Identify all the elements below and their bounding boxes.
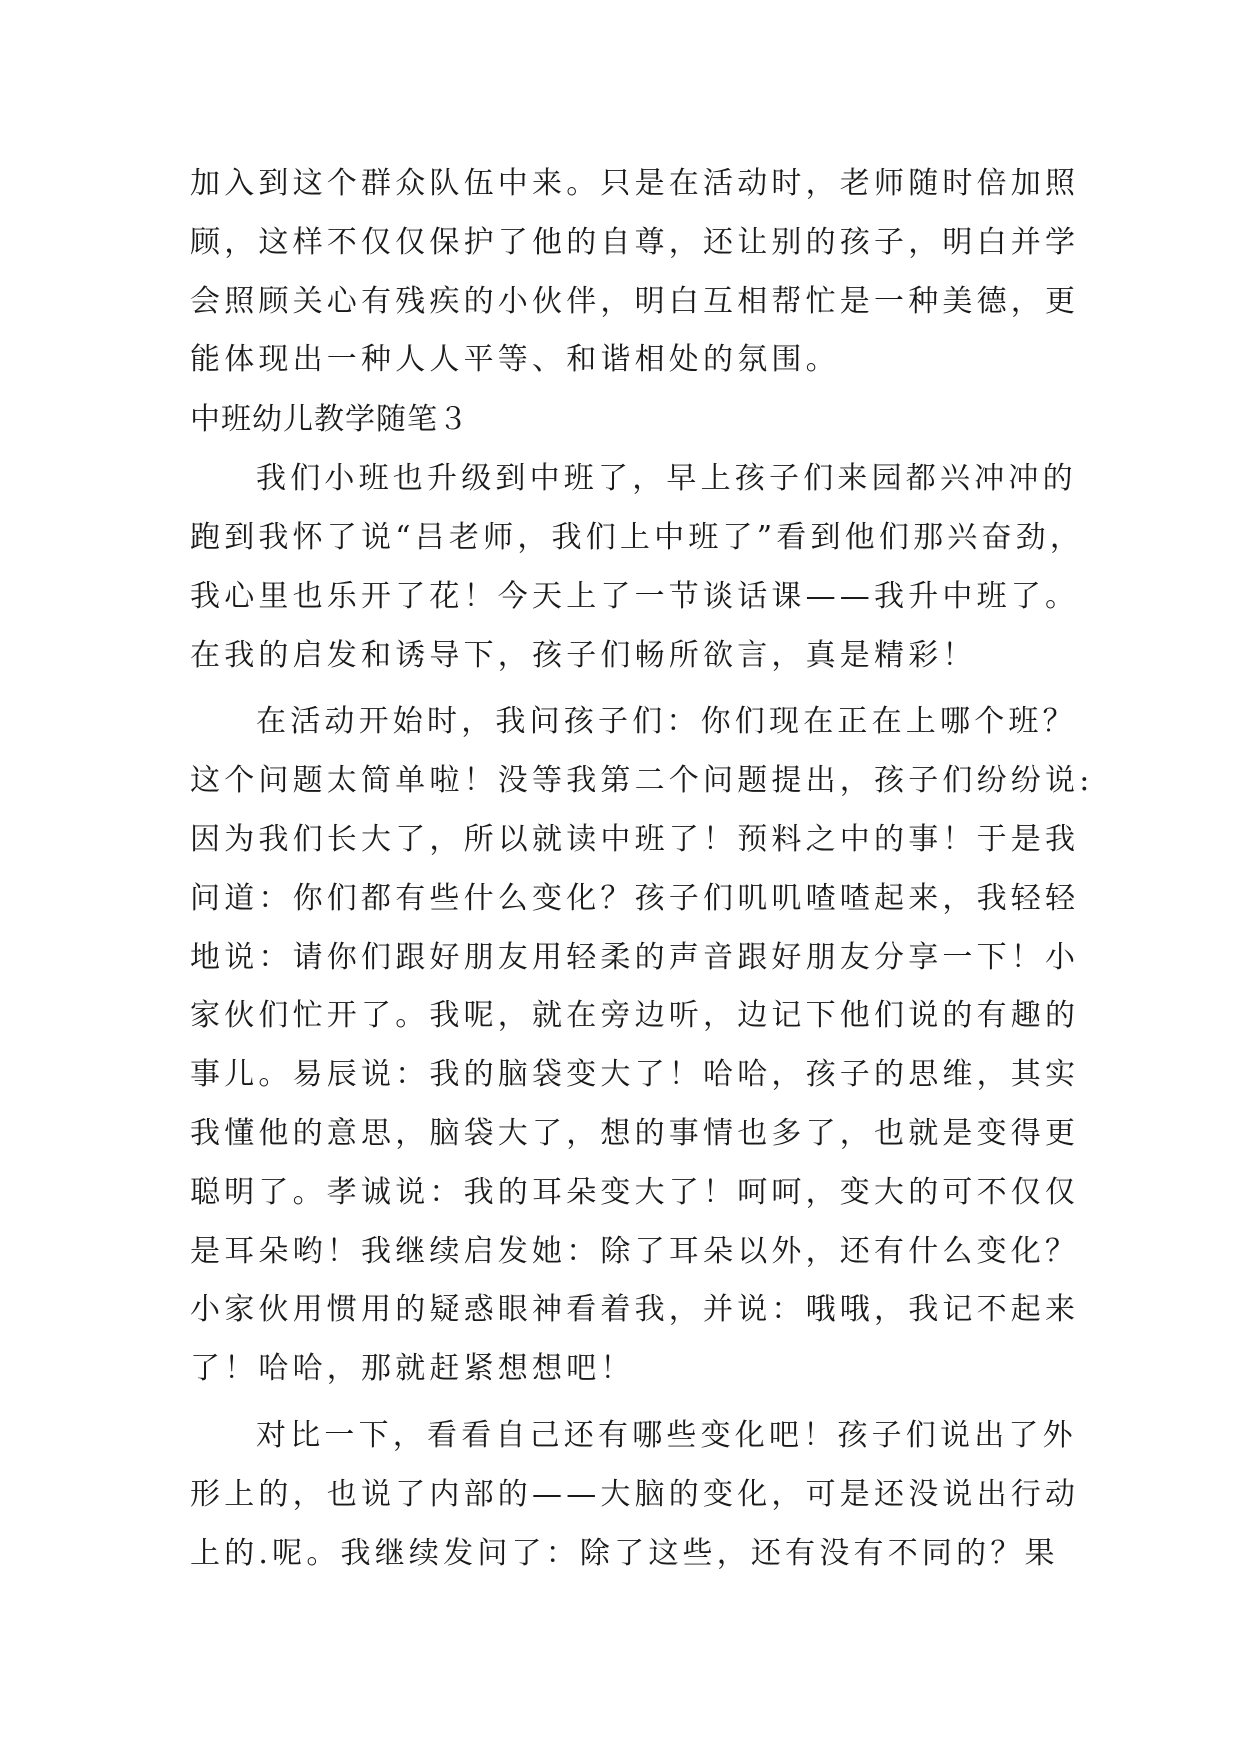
text-line: 能体现出一种人人平等、和谐相处的氛围。 <box>190 342 840 378</box>
text-line: 问道：你们都有些什么变化？孩子们叽叽喳喳起来，我轻轻 <box>190 880 1080 916</box>
paragraph-continuation <box>190 155 1080 390</box>
text-line: 形上的，也说了内部的——大脑的变化，可是还没说出行动 <box>190 1476 1080 1512</box>
text-line: 小家伙用惯用的疑惑眼神看着我，并说：哦哦，我记不起来 <box>190 1292 1080 1328</box>
text-line: 在活动开始时，我问孩子们：你们现在正在上哪个班？ <box>256 704 1077 740</box>
paragraph-2 <box>190 693 1094 1399</box>
text-line: 因为我们长大了，所以就读中班了！预料之中的事！于是我 <box>190 821 1080 857</box>
text-line: 家伙们忙开了。我呢，就在旁边听，边记下他们说的有趣的 <box>190 998 1080 1034</box>
text-line: 是耳朵哟！我继续启发她：除了耳朵以外，还有什么变化？ <box>190 1233 1080 1269</box>
document-body <box>190 155 1094 1583</box>
text-line: 聪明了。孝诚说：我的耳朵变大了！呵呵，变大的可不仅仅 <box>190 1174 1080 1210</box>
text-line: 事儿。易辰说：我的脑袋变大了！哈哈，孩子的思维，其实 <box>190 1057 1080 1093</box>
text-line: 跑到我怀了说“吕老师，我们上中班了”看到他们那兴奋劲， <box>190 519 1085 555</box>
text-line: 对比一下，看看自己还有哪些变化吧！孩子们说出了外 <box>256 1417 1077 1453</box>
text-line: 我心里也乐开了花！今天上了一节谈话课——我升中班了。 <box>190 578 1080 614</box>
text-line: 上的.呢。我继续发问了：除了这些，还有没有不同的？果 <box>190 1535 1059 1571</box>
text-line: 了！哈哈，那就赶紧想想吧！ <box>190 1351 635 1387</box>
text-line: 我懂他的意思，脑袋大了，想的事情也多了，也就是变得更 <box>190 1115 1080 1151</box>
text-line: 加入到这个群众队伍中来。只是在活动时，老师随时倍加照 <box>190 166 1080 201</box>
paragraph-3 <box>190 1407 1080 1583</box>
text-line: 我们小班也升级到中班了，早上孩子们来园都兴冲冲的 <box>256 461 1077 497</box>
text-line: 顾，这样不仅仅保护了他的自尊，还让别的孩子，明白并学 <box>190 224 1080 260</box>
text-line: 会照顾关心有残疾的小伙伴，明白互相帮忙是一种美德，更 <box>190 283 1080 319</box>
text-line: 地说：请你们跟好朋友用轻柔的声音跟好朋友分享一下！小 <box>190 939 1080 975</box>
paragraph-1 <box>190 450 1085 685</box>
section-heading: 中班幼儿教学随笔３ <box>190 402 469 438</box>
text-line: 在我的启发和诱导下，孩子们畅所欲言，真是精彩！ <box>190 637 977 673</box>
text-line: 这个问题太简单啦！没等我第二个问题提出，孩子们纷纷说: <box>190 763 1094 799</box>
